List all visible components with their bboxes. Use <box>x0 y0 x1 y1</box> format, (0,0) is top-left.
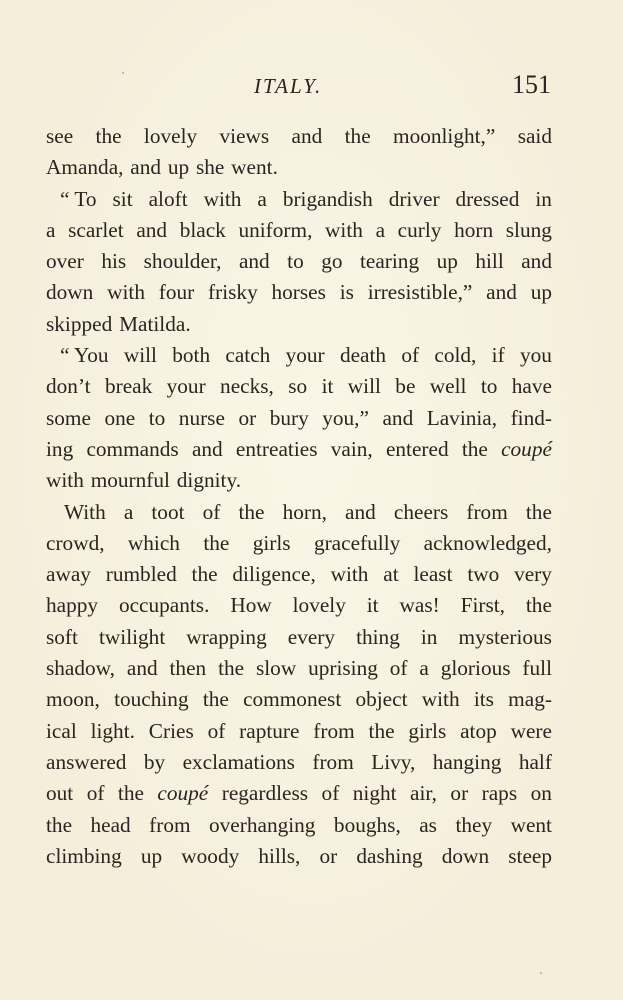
word: up <box>436 249 458 274</box>
word: lovely <box>292 593 346 618</box>
word: dressed <box>455 186 520 211</box>
word: on <box>530 781 552 806</box>
text-line <box>46 403 552 434</box>
word: night <box>352 781 397 806</box>
word: tearing <box>359 249 420 274</box>
word: touching <box>114 687 189 712</box>
word: moonlight,” <box>393 124 496 148</box>
word: and <box>291 124 323 148</box>
word: thing <box>356 624 400 649</box>
word: Matilda. <box>119 311 191 336</box>
paper-speck <box>540 972 542 974</box>
text-line <box>46 622 552 653</box>
word: at <box>383 562 399 587</box>
word: coupé <box>501 436 552 461</box>
word: and <box>345 499 376 524</box>
text-line <box>46 121 552 152</box>
text-line <box>46 465 552 496</box>
word: full <box>522 656 552 681</box>
word: a <box>123 499 134 524</box>
word: and <box>486 280 517 305</box>
word: go <box>321 249 343 274</box>
text-line <box>46 778 552 809</box>
word: happy <box>46 593 99 618</box>
text-line <box>46 340 552 371</box>
word: of <box>86 781 105 806</box>
word: the <box>238 499 265 524</box>
word: brigandish <box>282 186 373 211</box>
word: with <box>46 468 84 493</box>
word: a <box>419 656 429 681</box>
text-line <box>46 841 552 872</box>
word: find- <box>510 405 552 430</box>
word: were <box>510 718 552 743</box>
page-number: 151 <box>512 70 551 99</box>
word: from <box>149 812 191 837</box>
word: of <box>389 656 408 681</box>
word: hills, <box>258 843 301 868</box>
text-line <box>46 215 552 246</box>
word: to <box>287 249 304 274</box>
word: wrapping <box>186 624 267 649</box>
word: up <box>140 843 163 868</box>
word: a <box>46 217 56 242</box>
word: mag- <box>508 687 552 712</box>
word: cheers <box>393 499 449 524</box>
word: with <box>421 687 460 712</box>
word: driver <box>388 186 440 211</box>
word: skipped <box>46 311 113 336</box>
text-line <box>46 434 552 465</box>
text-line <box>46 716 552 747</box>
word: with <box>325 217 363 242</box>
word: entreaties <box>235 436 318 461</box>
word: his <box>101 249 127 274</box>
text-line <box>46 277 552 308</box>
word: the <box>46 812 73 837</box>
word: shadow, <box>46 656 116 681</box>
word: With <box>64 499 106 524</box>
word: overhanging <box>209 812 316 837</box>
word: light. <box>90 718 135 743</box>
word: and <box>136 217 168 242</box>
word: down <box>441 843 490 868</box>
word: entered <box>385 436 449 461</box>
word: horn, <box>282 499 327 524</box>
word: if <box>491 343 505 368</box>
word: from <box>466 499 508 524</box>
word: four <box>158 280 195 305</box>
word: then <box>169 656 207 681</box>
word: out <box>46 781 74 806</box>
word: slow <box>255 656 297 681</box>
word: twilight <box>98 624 166 649</box>
text-line <box>46 653 552 684</box>
word: went. <box>231 155 278 180</box>
word: she <box>195 155 225 180</box>
word: the <box>95 124 122 148</box>
word: up <box>530 280 552 305</box>
word: girls <box>252 530 291 555</box>
word: will <box>123 343 157 368</box>
word: head <box>90 812 131 837</box>
word: is <box>339 280 354 305</box>
word: moon, <box>46 687 100 712</box>
text-line <box>46 184 552 215</box>
word: the <box>191 562 218 587</box>
word: the <box>117 781 144 806</box>
word: “ You <box>60 343 109 368</box>
word: rapture <box>239 718 300 743</box>
word: or <box>319 843 338 868</box>
text-line <box>46 559 552 590</box>
word: it <box>321 374 334 399</box>
word: you <box>519 343 552 368</box>
word: commands <box>86 436 179 461</box>
word: answered <box>46 749 127 774</box>
word: and <box>126 656 158 681</box>
word: black <box>179 217 226 242</box>
word: they <box>455 812 493 837</box>
word: the <box>218 656 245 681</box>
word: uniform, <box>238 217 313 242</box>
word: and <box>521 249 552 274</box>
word: diligence, <box>232 562 316 587</box>
word: frisky <box>208 280 258 305</box>
word: of <box>207 718 226 743</box>
word: coupé <box>157 781 209 806</box>
word: up <box>167 155 190 180</box>
word: of <box>202 499 221 524</box>
word: its <box>473 687 494 712</box>
text-line <box>46 810 552 841</box>
word: see <box>46 124 74 148</box>
word: ical <box>46 718 77 743</box>
word: both <box>172 343 211 368</box>
word: with <box>330 562 369 587</box>
word: some <box>46 405 91 430</box>
word: slung <box>505 217 552 242</box>
word: with <box>203 186 242 211</box>
word: How <box>230 593 272 618</box>
word: so <box>288 374 308 399</box>
word: steep <box>508 843 552 868</box>
word: two <box>467 562 500 587</box>
word: half <box>518 749 552 774</box>
word: catch <box>225 343 271 368</box>
word: commonest <box>243 687 342 712</box>
word: and <box>382 405 414 430</box>
word: and <box>191 436 223 461</box>
word: raps <box>481 781 518 806</box>
word: the <box>203 530 230 555</box>
word: your <box>166 374 206 399</box>
word: regardless <box>221 781 309 806</box>
word: soft <box>46 624 78 649</box>
word: the <box>525 499 552 524</box>
running-head: ITALY. <box>254 74 323 98</box>
word: toot <box>151 499 185 524</box>
word: atop <box>460 718 497 743</box>
word: in <box>420 624 438 649</box>
word: well <box>429 374 467 399</box>
word: every <box>287 624 336 649</box>
word: one <box>104 405 136 430</box>
word: of <box>321 781 340 806</box>
word: hanging <box>432 749 502 774</box>
word: was! <box>399 593 440 618</box>
word: to <box>148 405 166 430</box>
word: Livy, <box>371 749 416 774</box>
word: hill <box>475 249 504 274</box>
word: crowd, <box>46 530 105 555</box>
word: down <box>46 280 94 305</box>
text-line <box>46 371 552 402</box>
word: death <box>339 343 387 368</box>
word: or <box>450 781 469 806</box>
text-line <box>46 684 552 715</box>
word: went <box>510 812 552 837</box>
word: cold, <box>434 343 477 368</box>
text-line <box>46 152 552 183</box>
word: ing <box>46 436 74 461</box>
word: scarlet <box>68 217 124 242</box>
word: be <box>395 374 416 399</box>
word: boughs, <box>333 812 401 837</box>
word: your <box>285 343 325 368</box>
word: shoulder, <box>143 249 222 274</box>
word: exclamations <box>182 749 295 774</box>
word: of <box>401 343 420 368</box>
word: very <box>514 562 552 587</box>
word: it <box>366 593 379 618</box>
word: vain, <box>330 436 373 461</box>
body-text <box>46 121 552 872</box>
word: which <box>127 530 180 555</box>
text-line <box>46 528 552 559</box>
word: break <box>104 374 153 399</box>
word: climbing <box>46 843 122 868</box>
word: the <box>461 436 488 461</box>
word: air, <box>410 781 437 806</box>
text-line <box>46 246 552 277</box>
word: by <box>143 749 166 774</box>
word: over <box>46 249 84 274</box>
word: mournful <box>90 468 170 493</box>
word: have <box>511 374 552 399</box>
word: you,” <box>322 405 369 430</box>
word: and <box>130 155 162 180</box>
word: “ To <box>60 186 97 211</box>
word: aloft <box>148 186 188 211</box>
word: irresistible,” <box>367 280 473 305</box>
word: least <box>413 562 453 587</box>
word: mysterious <box>458 624 552 649</box>
word: uprising <box>308 656 378 681</box>
word: horses <box>271 280 326 305</box>
word: acknowledged, <box>423 530 552 555</box>
word: the <box>368 718 395 743</box>
word: Amanda, <box>46 155 124 180</box>
word: away <box>46 562 91 587</box>
word: gracefully <box>313 530 401 555</box>
word: sit <box>112 186 133 211</box>
text-line <box>46 309 552 340</box>
word: object <box>355 687 408 712</box>
word: will <box>347 374 381 399</box>
word: girls <box>408 718 447 743</box>
text-line <box>46 590 552 621</box>
word: to <box>480 374 498 399</box>
page-header <box>0 70 623 106</box>
word: don’t <box>46 374 91 399</box>
word: a <box>257 186 267 211</box>
word: lovely <box>143 124 198 148</box>
word: the <box>525 593 552 618</box>
word: with <box>107 280 145 305</box>
word: woody <box>181 843 240 868</box>
word: said <box>517 124 552 148</box>
word: from <box>313 718 355 743</box>
word: dignity. <box>176 468 242 493</box>
word: rumbled <box>105 562 177 587</box>
word: nurse <box>178 405 225 430</box>
text-line <box>46 747 552 778</box>
word: Cries <box>148 718 194 743</box>
word: horn <box>454 217 494 242</box>
word: or <box>238 405 257 430</box>
word: views <box>219 124 270 148</box>
word: curly <box>397 217 442 242</box>
word: and <box>238 249 270 274</box>
word: bury <box>269 405 309 430</box>
word: necks, <box>220 374 274 399</box>
word: First, <box>460 593 505 618</box>
word: Lavinia, <box>426 405 498 430</box>
word: the <box>202 687 229 712</box>
word: a <box>375 217 386 242</box>
word: the <box>344 124 371 148</box>
word: from <box>312 749 354 774</box>
word: as <box>419 812 437 837</box>
word: occupants. <box>118 593 210 618</box>
text-line <box>46 497 552 528</box>
word: in <box>535 186 552 211</box>
word: dashing <box>356 843 423 868</box>
word: glorious <box>440 656 511 681</box>
